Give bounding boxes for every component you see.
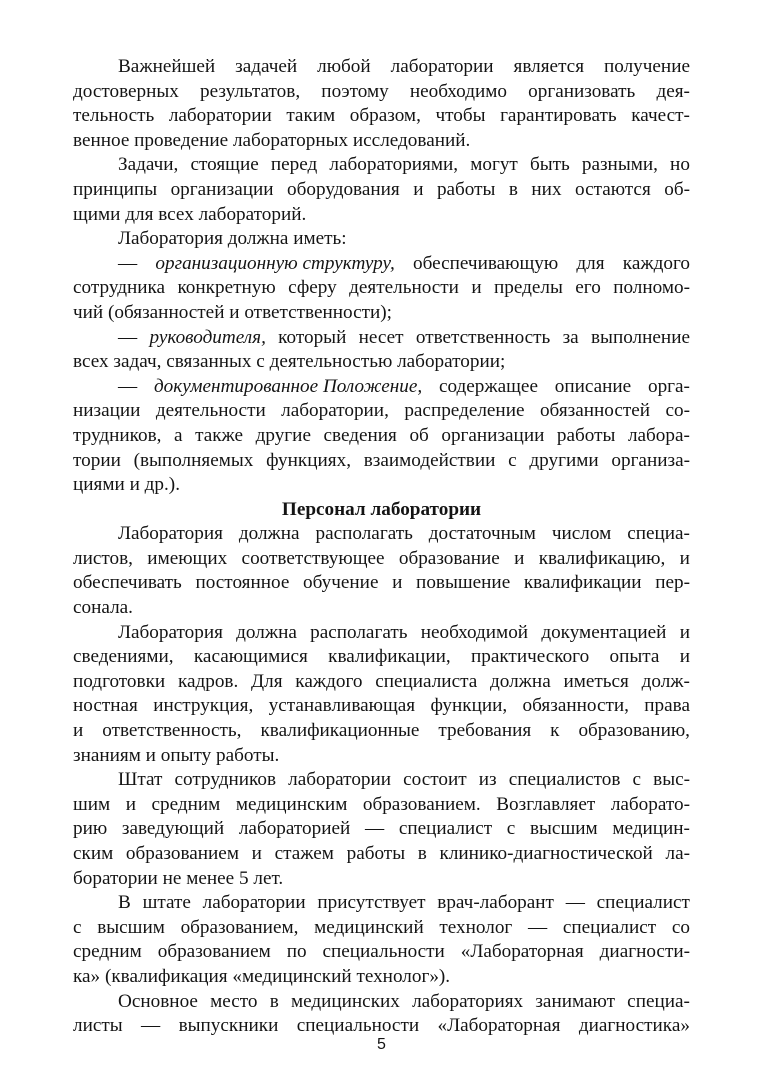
text-line: венное проведение лабораторных исследований. — [73, 129, 471, 151]
text-line: низации деятельности лаборатории, распределение обязанностей со- — [73, 400, 690, 422]
text-line: листов, имеющих соответствующее образование и квалификацию, и — [73, 547, 690, 569]
text-line: Лаборатория должна располагать необходимой документацией и — [118, 621, 690, 643]
text-line: достоверных результатов, поэтому необходимо организовать дея- — [73, 80, 690, 102]
text-line: Лаборатория должна располагать достаточным числом специа- — [118, 523, 690, 545]
text-line: Основное место в медицинских лабораториях занимают специа- — [118, 990, 690, 1012]
text-line: Задачи, стоящие перед лабораториями, могут быть разными, но — [118, 154, 690, 176]
text-line: сведениями, касающимися квалификации, практического опыта и — [73, 646, 690, 668]
list-item-line: — руководителя, который несет ответственность за выполнение — [118, 326, 690, 348]
text-line: рию заведующий лабораторией — специалист с высшим медицин- — [73, 818, 690, 840]
text-line: В штате лаборатории присутствует врач-лаборант — специалист — [118, 892, 690, 914]
text-line: обеспечивать постоянное обучение и повышение квалификации пер- — [73, 572, 690, 594]
text-line: принципы организации оборудования и работы в них остаются об- — [73, 178, 690, 200]
text-line: щими для всех лабораторий. — [73, 203, 307, 225]
text-line: трудников, а также другие сведения об организации работы лабора- — [73, 424, 690, 446]
page-number: 5 — [377, 1036, 386, 1053]
text-line: с высшим образованием, медицинский технолог — специалист со — [73, 916, 690, 938]
text-line: и ответственность, квалификационные требования к образованию, — [73, 720, 690, 742]
list-item-line: — документированное Положение, содержащее описание орга- — [118, 375, 690, 397]
text-line: тельность лаборатории таким образом, чтобы гарантировать качест- — [73, 105, 690, 127]
text-line: ским образованием и стажем работы в клинико-диагностической ла- — [73, 843, 690, 864]
text-line: тории (выполняемых функциях, взаимодействии с другими организа- — [73, 449, 690, 471]
text-line: чий (обязанностей и ответственности); — [73, 301, 393, 323]
text-line: ка» (квалификация «медицинский технолог»). — [73, 965, 451, 987]
text-line: Лаборатория должна иметь: — [118, 228, 347, 250]
text-line: всех задач, связанных с деятельностью лаборатории; — [73, 351, 506, 373]
text-line: боратории не менее 5 лет. — [73, 867, 284, 889]
section-heading: Персонал лаборатории — [281, 498, 482, 520]
text-line: сонала. — [73, 597, 133, 619]
text-line: средним образованием по специальности «Лабораторная диагности- — [73, 941, 690, 963]
page-text — [73, 55, 690, 1039]
text-line: Важнейшей задачей любой лаборатории является получение — [118, 56, 690, 77]
text-line: сотрудника конкретную сферу деятельности и пределы его полномо- — [73, 277, 690, 299]
text-line: шим и средним медицинским образованием. Возглавляет лаборато- — [73, 793, 690, 815]
text-line: листы — выпускники специальности «Лабораторная диагностика» — [73, 1015, 690, 1037]
text-line: знаниям и опыту работы. — [73, 744, 280, 766]
list-item-line: — организационную структуру, обеспечивающую для каждого — [118, 252, 690, 274]
text-line: Штат сотрудников лаборатории состоит из специалистов с выс- — [118, 769, 690, 791]
text-line: циями и др.). — [73, 474, 180, 496]
text-line: ностная инструкция, устанавливающая функции, обязанности, права — [73, 695, 690, 717]
text-line: подготовки кадров. Для каждого специалиста должна иметься долж- — [73, 670, 690, 692]
